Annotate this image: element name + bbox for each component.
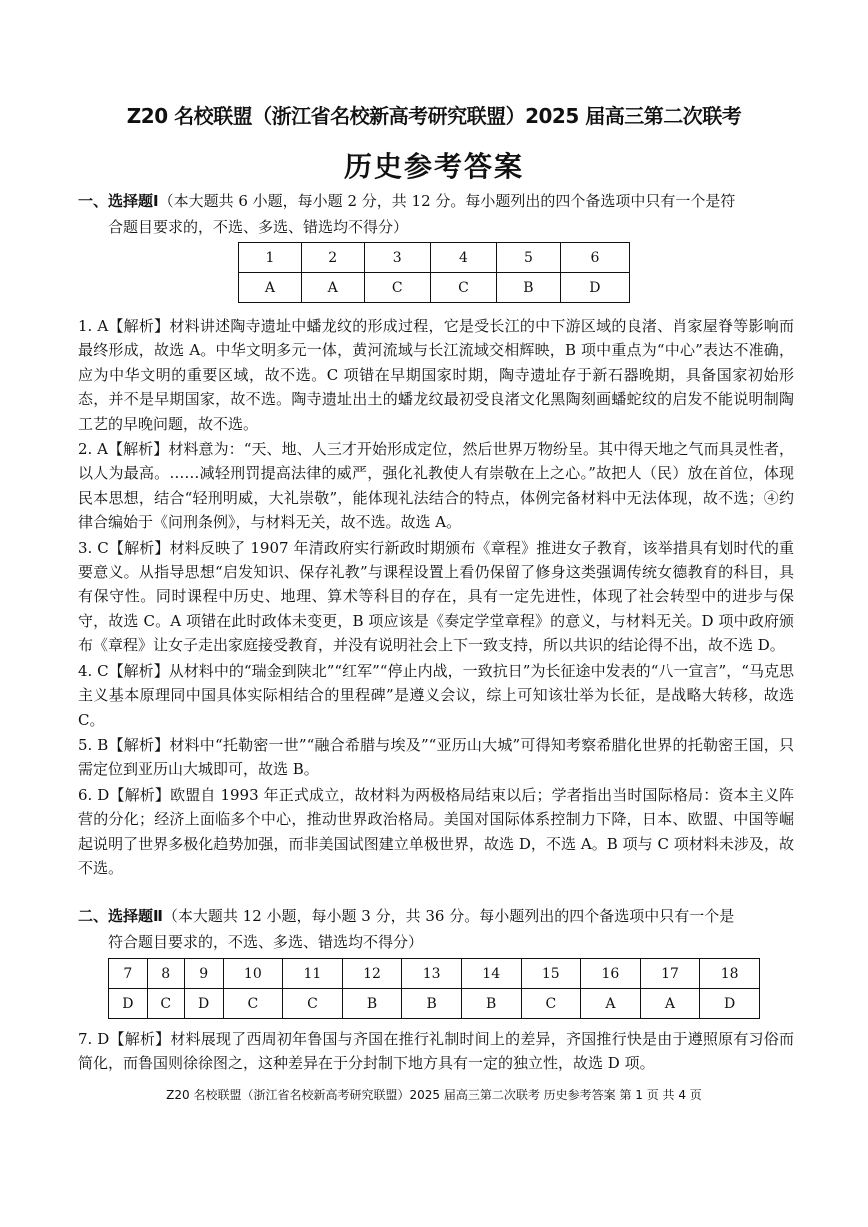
section-2-desc-line1: （本大题共 12 小题，每小题 3 分，共 36 分。每小题列出的四个备选项中只有一个是 <box>162 907 735 925</box>
table-cell-question-number: 16 <box>581 959 641 989</box>
explanations-section-1 <box>78 314 794 881</box>
section-1-label: 一、选择题Ⅰ <box>78 192 159 210</box>
table-cell-answer: C <box>223 989 283 1019</box>
answer-table-2 <box>108 958 760 1019</box>
table-cell-answer: A <box>301 273 364 303</box>
answer-table-1-number-row <box>239 243 630 273</box>
table-cell-question-number: 18 <box>700 959 760 989</box>
table-cell-answer: C <box>147 989 184 1019</box>
table-cell-answer: C <box>364 273 430 303</box>
table-cell-answer: B <box>342 989 402 1019</box>
section-2-label: 二、选择题Ⅱ <box>78 907 163 925</box>
page-footer: Z20 名校联盟（浙江省名校新高考研究联盟）2025 届高三第二次联考 历史参考答案 第 1 页 共 4 页 <box>166 1088 702 1102</box>
section-1-desc-line2: 合题目要求的，不选、多选、错选均不得分） <box>108 218 409 236</box>
table-cell-question-number: 15 <box>521 959 581 989</box>
table-cell-question-number: 17 <box>640 959 700 989</box>
table-cell-answer: A <box>640 989 700 1019</box>
table-cell-answer: A <box>581 989 641 1019</box>
answer-table-2-number-row <box>109 959 760 989</box>
section-1-heading <box>78 188 796 240</box>
table-cell-answer: B <box>402 989 462 1019</box>
table-cell-question-number: 3 <box>364 243 430 273</box>
table-cell-question-number: 12 <box>342 959 402 989</box>
answer-table-1-answer-row <box>239 273 630 303</box>
table-cell-question-number: 11 <box>283 959 343 989</box>
explanation-item: 4. C【解析】从材料中的“瑞金到陕北”“红军”“停止内战，一致抗日”为长征途中发表的“八一宣言”，“马克思主义基本原理同中国具体实际相结合的里程碑”是遵义会议，综上可知该壮举为长征，是战略大转移，故选 C。 <box>78 661 794 729</box>
explanation-item: 5. B【解析】材料中“托勒密一世”“融合希腊与埃及”“亚历山大城”可得知考察希腊化世界的托勒密王国，只需定位到亚历山大城即可，故选 B。 <box>78 735 794 779</box>
explanation-item: 2. A【解析】材料意为：“天、地、人三才开始形成定位，然后世界万物纷呈。其中得天地之气而具灵性者，以人为最高。……减轻刑罚提高法律的威严，强化礼教使人有崇敬在上之心。”故把人（民）放在首位，体现民本思想，结合“轻刑明威，大礼崇敬”，能体现礼法结合的特点，体例完备材料中无法体现，故不选；④约律合编始于《问刑条例》，与材料无关，故不选。故选 A。 <box>78 440 794 532</box>
table-cell-question-number: 5 <box>497 243 561 273</box>
explanation-item: 3. C【解析】材料反映了 1907 年清政府实行新政时期颁布《章程》推进女子教育，该举措具有划时代的重要意义。从指导思想“启发知识、保存礼教”与课程设置上看仍保留了修身这类强调传统女德教育的科目，具有保守性。同时课程中历史、地理、算术等科目的存在，具有一定先进性，体现了社会转型中的进步与保守，故选 C。A 项错在此时政体未变更，B 项应该是《奏定学堂章程》的意义，与材料无关。D 项中政府颁布《章程》让女子走出家庭接受教育，并没有说明社会上下一致支持，所以共识的结论得不出，故不选 D。 <box>78 538 794 655</box>
table-cell-question-number: 2 <box>301 243 364 273</box>
table-cell-question-number: 7 <box>109 959 148 989</box>
section-1-desc-line1: （本大题共 6 小题，每小题 2 分，共 12 分。每小题列出的四个备选项中只有一个是符 <box>158 192 736 210</box>
table-cell-question-number: 8 <box>147 959 184 989</box>
table-cell-question-number: 14 <box>461 959 521 989</box>
table-cell-answer: A <box>239 273 302 303</box>
table-cell-answer: C <box>283 989 343 1019</box>
table-cell-question-number: 10 <box>223 959 283 989</box>
table-cell-question-number: 9 <box>184 959 223 989</box>
table-cell-question-number: 6 <box>560 243 629 273</box>
table-cell-answer: D <box>109 989 148 1019</box>
table-cell-answer: D <box>700 989 760 1019</box>
table-cell-question-number: 13 <box>402 959 462 989</box>
answer-table-2-answer-row <box>109 989 760 1019</box>
table-cell-answer: C <box>521 989 581 1019</box>
explanation-item: 6. D【解析】欧盟自 1993 年正式成立，故材料为两极格局结束以后；学者指出当时国际格局：资本主义阵营的分化；经济上面临多个中心，推动世界政治格局。美国对国际体系控制力下降，日本、欧盟、中国等崛起说明了世界多极化趋势加强，而非美国试图建立单极世界，故选 D，不选 A。B 项与 C 项材料未涉及，故不选。 <box>78 785 794 877</box>
explanation-item: 7. D【解析】材料展现了西周初年鲁国与齐国在推行礼制时间上的差异，齐国推行快是由于遵照原有习俗而简化，而鲁国则徐徐图之，这种差异在于分封制下地方具有一定的独立性，故选 D 项。 <box>78 1030 794 1073</box>
table-cell-answer: D <box>184 989 223 1019</box>
table-cell-answer: B <box>497 273 561 303</box>
section-2-desc-line2: 符合题目要求的，不选、多选、错选均不得分） <box>108 933 424 951</box>
table-cell-answer: C <box>430 273 496 303</box>
table-cell-question-number: 1 <box>239 243 302 273</box>
table-cell-answer: D <box>560 273 629 303</box>
document-subtitle: 历史参考答案 <box>343 150 524 183</box>
explanation-item: 1. A【解析】材料讲述陶寺遗址中蟠龙纹的形成过程，它是受长江的中下游区域的良渚、肖家屋脊等影响而最终形成，故选 A。中华文明多元一体，黄河流域与长江流域交相辉映，B 项中重点为“中心”表达不准确，应为中华文明的重要区域，故不选。C 项错在早期国家时期，陶寺遗址存于新石器晚期，具备国家初始形态，并不是早期国家，故不选。陶寺遗址出土的蟠龙纹最初受良渚文化黑陶刻画蟠蛇纹的启发不能说明制陶工艺的早晚问题，故不选。 <box>78 317 794 433</box>
document-title: Z20 名校联盟（浙江省名校新高考研究联盟）2025 届高三第二次联考 <box>126 104 742 128</box>
section-2-heading <box>78 903 796 955</box>
table-cell-question-number: 4 <box>430 243 496 273</box>
explanations-section-2 <box>78 1027 794 1077</box>
answer-table-1 <box>238 242 630 303</box>
table-cell-answer: B <box>461 989 521 1019</box>
